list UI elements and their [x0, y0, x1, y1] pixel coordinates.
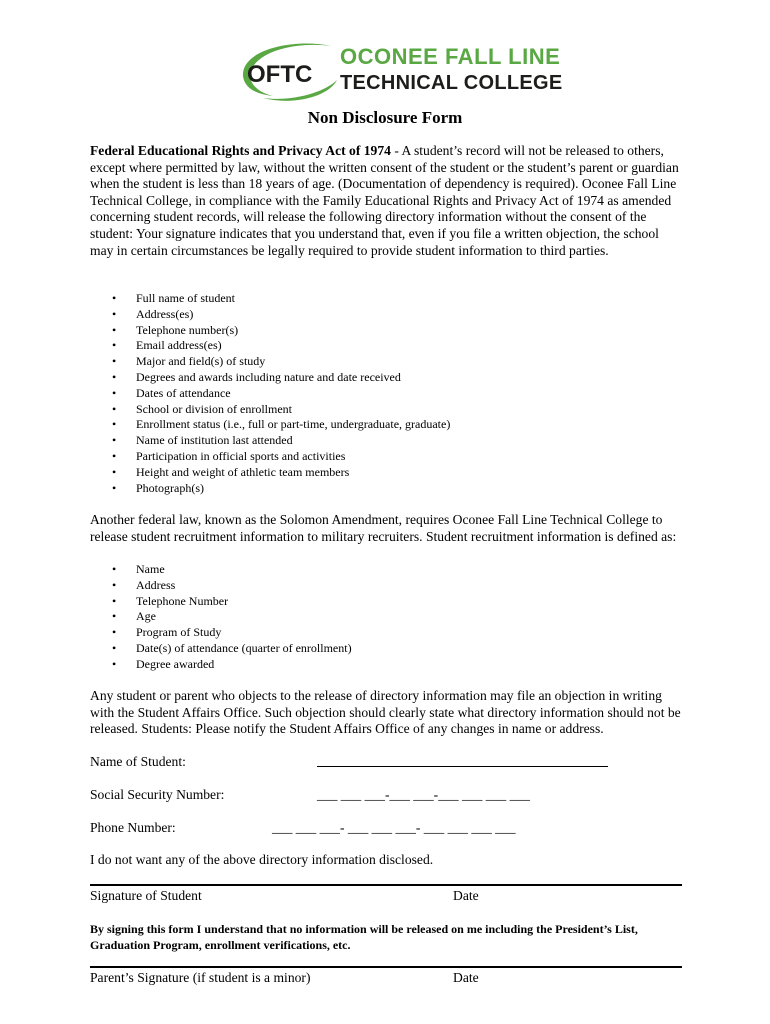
signature-notice: By signing this form I understand that no information will be released on me including the President’s List, Graduation Program, enrollment verifications, etc. [90, 922, 638, 952]
list-item: • Program of Study [112, 625, 352, 641]
logo-line-2: TECHNICAL COLLEGE [340, 72, 563, 94]
parent-signature-label: Parent’s Signature (if student is a minor) [90, 970, 311, 985]
parent-signature-line[interactable] [90, 966, 682, 968]
list-item: • Enrollment status (i.e., full or part-time, undergraduate, graduate) [112, 417, 450, 433]
list-item: • Major and field(s) of study [112, 354, 450, 370]
nondisclosure-statement: I do not want any of the above directory information disclosed. [90, 852, 434, 867]
list-item: • Address(es) [112, 307, 450, 323]
parent-date-label: Date [453, 970, 479, 985]
list-item: • Name of institution last attended [112, 433, 450, 449]
student-name-label: Name of Student: [90, 754, 186, 769]
ssn-label: Social Security Number: [90, 787, 225, 802]
list-item: • School or division of enrollment [112, 402, 450, 418]
list-item: • Participation in official sports and activities [112, 449, 450, 465]
objection-paragraph: Any student or parent who objects to the release of directory information may file an objection in writing with the Student Affairs Office. Such objection should clearly state what directory information should not be released. Students: Please notify the Student Affairs Office of any changes in name or address. [90, 688, 681, 737]
list-item: • Photograph(s) [112, 481, 450, 497]
college-logo [233, 36, 563, 106]
list-item: • Degree awarded [112, 657, 352, 673]
list-item: • Degrees and awards including nature and date received [112, 370, 450, 386]
oftc-logo-icon [233, 36, 343, 104]
student-name-field[interactable] [317, 766, 608, 767]
list-item: • Email address(es) [112, 338, 450, 354]
ferpa-heading: Federal Educational Rights and Privacy Act of 1974 [90, 143, 391, 158]
recruitment-info-list [112, 562, 352, 673]
phone-field[interactable]: ___ ___ ___- ___ ___ ___- ___ ___ ___ ___ [272, 820, 516, 835]
logo-badge-text: OFTC [247, 61, 313, 88]
list-item: • Dates of attendance [112, 386, 450, 402]
solomon-paragraph: Another federal law, known as the Solomon Amendment, requires Oconee Fall Line Technical College to release student recruitment information to military recruiters. Student recruitment information is defined as: [90, 512, 677, 544]
list-item: • Full name of student [112, 291, 450, 307]
student-signature-label: Signature of Student [90, 888, 202, 903]
ferpa-paragraph [90, 143, 684, 259]
student-signature-line[interactable] [90, 884, 682, 886]
list-item: • Telephone Number [112, 594, 352, 610]
list-item: • Name [112, 562, 352, 578]
logo-line-1: OCONEE FALL LINE [340, 44, 561, 69]
list-item: • Address [112, 578, 352, 594]
list-item: • Telephone number(s) [112, 323, 450, 339]
list-item: • Age [112, 609, 352, 625]
page-title: Non Disclosure Form [307, 108, 463, 127]
list-item: • Date(s) of attendance (quarter of enrollment) [112, 641, 352, 657]
student-date-label: Date [453, 888, 479, 903]
list-item: • Height and weight of athletic team members [112, 465, 450, 481]
directory-info-list [112, 291, 450, 496]
phone-label: Phone Number: [90, 820, 176, 835]
ferpa-body: - A student’s record will not be released to others, except where permitted by law, without the written consent of the student or the student’s parent or guardian when the student is less than 18 years of age. (Documentation of dependency is required). Oconee Fall Line Technical College, in compliance with the Family Educational Rights and Privacy Act of 1974 as amended concerning student records, will release the following directory information without the consent of the student: Your signature indicates that you understand that, even if you file a written objection, the school may in certain circumstances be legally required to provide student information to third parties. [90, 143, 679, 258]
ssn-field[interactable]: ___ ___ ___-___ ___-___ ___ ___ ___ [317, 787, 530, 802]
